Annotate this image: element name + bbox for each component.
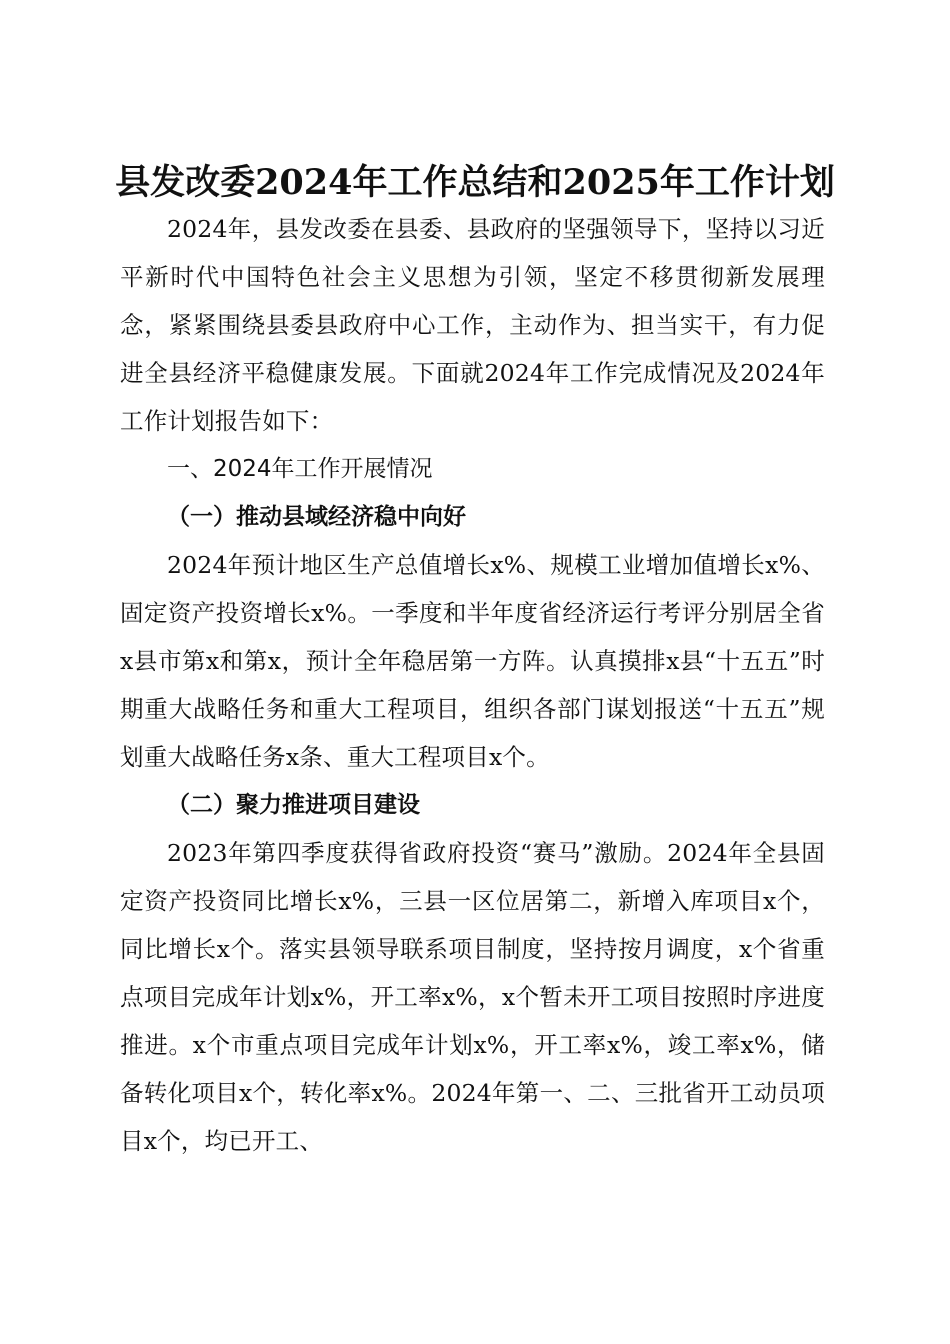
document-body [120, 205, 825, 1165]
subsection-paragraph-1: 2024年预计地区生产总值增长x%、规模工业增加值增长x%、固定资产投资增长x%。一季度和半年度省经济运行考评分别居全省x县市第x和第x，预计全年稳居第一方阵。认真摸排x县“十五五”时期重大战略任务和重大工程项目，组织各部门谋划报送“十五五”规划重大战略任务x条、重大工程项目x个。 [120, 551, 825, 771]
intro-paragraph: 2024年，县发改委在县委、县政府的坚强领导下，坚持以习近平新时代中国特色社会主义思想为引领，坚定不移贯彻新发展理念，紧紧围绕县委县政府中心工作，主动作为、担当实干，有力促进全县经济平稳健康发展。下面就2024年工作完成情况及2024年工作计划报告如下： [120, 215, 825, 435]
section-heading-1: 一、2024年工作开展情况 [167, 456, 433, 482]
subsection-paragraph-2: 2023年第四季度获得省政府投资“赛马”激励。2024年全县固定资产投资同比增长x%，三县一区位居第二，新增入库项目x个，同比增长x个。落实县领导联系项目制度，坚持按月调度，x个省重点项目完成年计划x%，开工率x%，x个暂未开工项目按照时序进度推进。x个市重点项目完成年计划x%，开工率x%，竣工率x%，储备转化项目x个，转化率x%。2024年第一、二、三批省开工动员项目x个，均已开工、 [120, 839, 825, 1155]
document-title: 县发改委2024年工作总结和2025年工作计划 [115, 162, 835, 204]
subsection-heading-2: （二）聚力推进项目建设 [167, 791, 420, 818]
subsection-heading-1: （一）推动县域经济稳中向好 [167, 503, 466, 530]
